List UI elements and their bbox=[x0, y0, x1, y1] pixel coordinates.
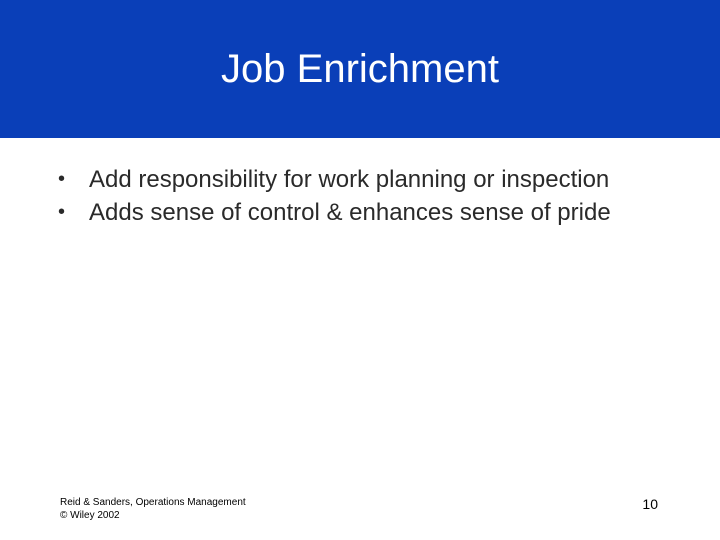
page-number: 10 bbox=[642, 496, 658, 512]
footer-line-1: Reid & Sanders, Operations Management bbox=[60, 497, 246, 508]
bullet-item bbox=[58, 163, 678, 196]
bullet-text: Add responsibility for work planning or inspection bbox=[89, 166, 610, 193]
title-band bbox=[0, 0, 720, 138]
bullet-icon: • bbox=[58, 168, 66, 190]
slide-title: Job Enrichment bbox=[221, 47, 499, 91]
bullet-item bbox=[58, 196, 678, 229]
bullet-list bbox=[58, 163, 678, 229]
footer-line-2: © Wiley 2002 bbox=[60, 510, 120, 521]
bullet-icon: • bbox=[58, 201, 66, 223]
bullet-text: Adds sense of control & enhances sense of pride bbox=[89, 199, 611, 226]
footer-credit bbox=[60, 496, 246, 522]
